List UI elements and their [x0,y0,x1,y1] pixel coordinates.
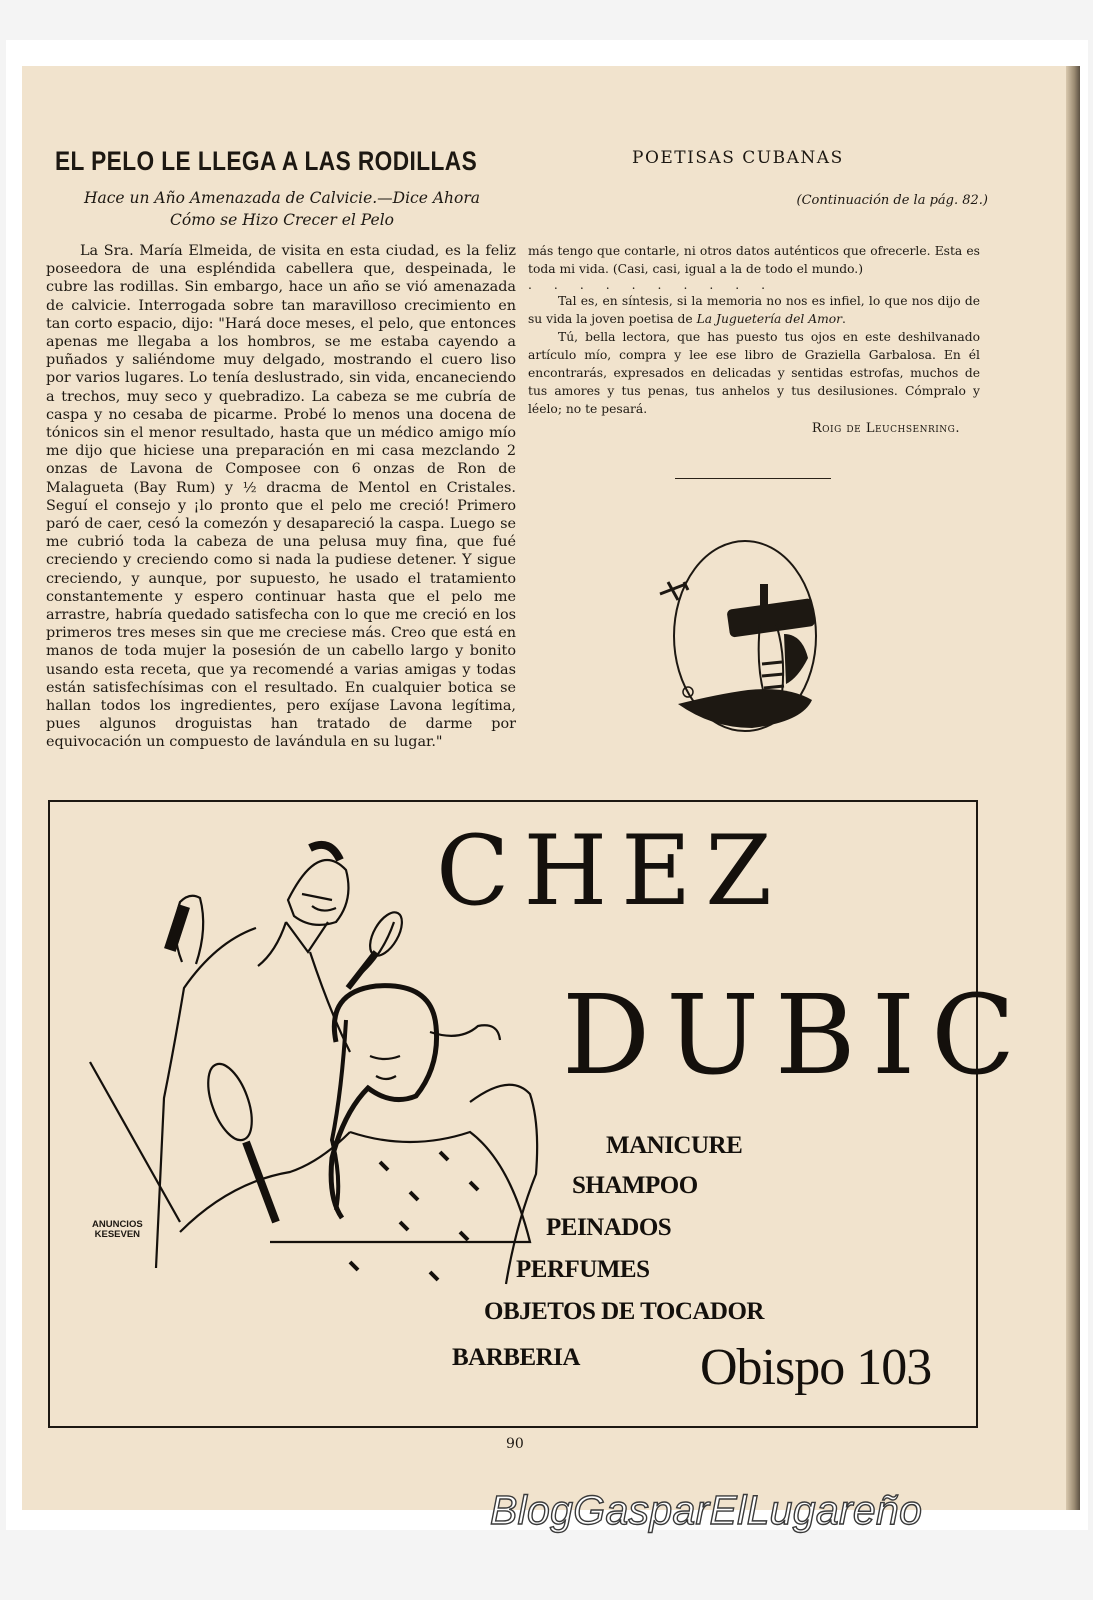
article-title: EL PELO LE LLEGA A LAS RODILLAS [55,146,478,176]
service-objetos-de-tocador: OBJETOS DE TOCADOR [484,1298,764,1325]
section-title: POETISAS CUBANAS [632,148,844,168]
article-subtitle-line-1: Hace un Año Amenazada de Calvicie.—Dice Ahora [83,189,480,207]
service-perfumes: PERFUMES [516,1256,650,1283]
service-shampoo: SHAMPOO [572,1172,698,1199]
brand-name-line-2: DUBIC [562,971,1032,1099]
vignette-illustration [650,524,840,734]
ad-credit [92,1220,143,1240]
service-peinados: PEINADOS [546,1214,672,1241]
poetisas-paragraph-3: Tú, bella lectora, que has puesto tus ojos en este deshilvanado artículo mío, compra y lee ese libro de Graziella Garbalosa. En él encontrarás, expresados en delicadas y sentidas estrofas, muchos de tus amores y tus penas, tus anhelos y tus desilusiones. Cómpralo y léelo; no te pesará. [528,330,980,416]
author-signature: Roig de Leuchsenring. [811,421,960,436]
airplane-icon [660,582,688,600]
book-title: La Juguetería del Amor [696,312,843,326]
page-number: 90 [506,1436,524,1452]
service-manicure: MANICURE [606,1132,743,1159]
article-subtitle-line-2: Cómo se Hizo Crecer el Pelo [170,211,394,229]
paragraph-2-end: . [842,312,846,326]
comb-icon [165,906,188,951]
service-barberia: BARBERIA [452,1344,580,1371]
continuation-note: (Continuación de la pág. 82.) [796,193,988,208]
page-frame [6,40,1088,1530]
ad-credit-line-1: ANUNCIOS [92,1219,143,1230]
paragraph-2-text: Tal es, en síntesis, si la memoria no nos es infiel, lo que nos dijo de su vida la joven poetisa de [528,294,980,326]
poetisas-column [528,242,980,438]
ellipsis-row: .......... [528,278,788,292]
ad-credit-line-2: KESEVEN [94,1229,141,1240]
hand-mirror-icon [199,1058,260,1145]
magazine-page [22,66,1080,1510]
poetisas-paragraph-2 [528,292,980,328]
barber-head [288,860,348,925]
article-body: La Sra. María Elmeida, de visita en esta ciudad, es la feliz poseedora de una espléndida cabellera que, despeinada, le cubre las rodillas. Sin embargo, hace un año se vió amenazada de calvicie. Interrogada sobre tan maravilloso crecimiento en tan corto espacio, dijo: "Hará doce meses, el pelo, que entonces apenas me llegaba a los hombros, se me estaba cayendo a puñados y saliéndome muy delgado, mostrando el cuero liso por varios lugares. Lo tenía deslustrado, sin vida, encaneciendo a trechos, muy seco y quebradizo. La cabeza se me cubría de caspa y no cesaba de picarme. Probé lo menos una docena de tónicos sin el menor resultado, hasta que un médico amigo mío me dijo que hiciese una preparación en mi casa mezclando 2 onzas de Lavona de Composee con 6 onzas de Ron de Malagueta (Bay Rum) y ½ dracma de Mentol en Cristales. Seguí el consejo y ¡lo pronto que el pelo me creció! Primero paró de caer, cesó la comezón y desapareció la caspa. Luego se me cubrió toda la cabeza de una pelusa muy fina, que fué creciendo y creciendo como si nada la pudiese detener. Y sigue creciendo, y aunque, por supuesto, he usado el tratamiento constantemente y espero continuar hasta que el pelo me arrastre, habría quedado satisfecha con lo que me creció en los primeros tres meses sin que me creciese más. Creo que está en manos de toda mujer la posesión de un cabello largo y bonito usando esta receta, que ya recomendé a varias amigas y todas están satisfechísimas con el resultado. En cualquier botica se hallan todos los ingredientes, pero exíjase Lavona legítima, pues algunos droguistas han tratado de darme por equivocación un compuesto de lavándula en su lugar." [46,243,516,751]
watermark: BlogGasparElLugareño [490,1487,923,1533]
barber-advertisement [48,800,1032,1428]
poetisas-paragraph-1: más tengo que contarle, ni otros datos auténticos que ofrecerle. Esta es toda mi vida. (Casi, casi, igual a la de todo el mundo.) [528,244,980,276]
page-edge [1066,66,1080,1510]
divider [675,478,831,479]
brush-icon [364,907,409,961]
article-subtitle [57,187,507,231]
brand-name-line-1: CHEZ [436,815,786,927]
address: Obispo 103 [700,1339,932,1396]
